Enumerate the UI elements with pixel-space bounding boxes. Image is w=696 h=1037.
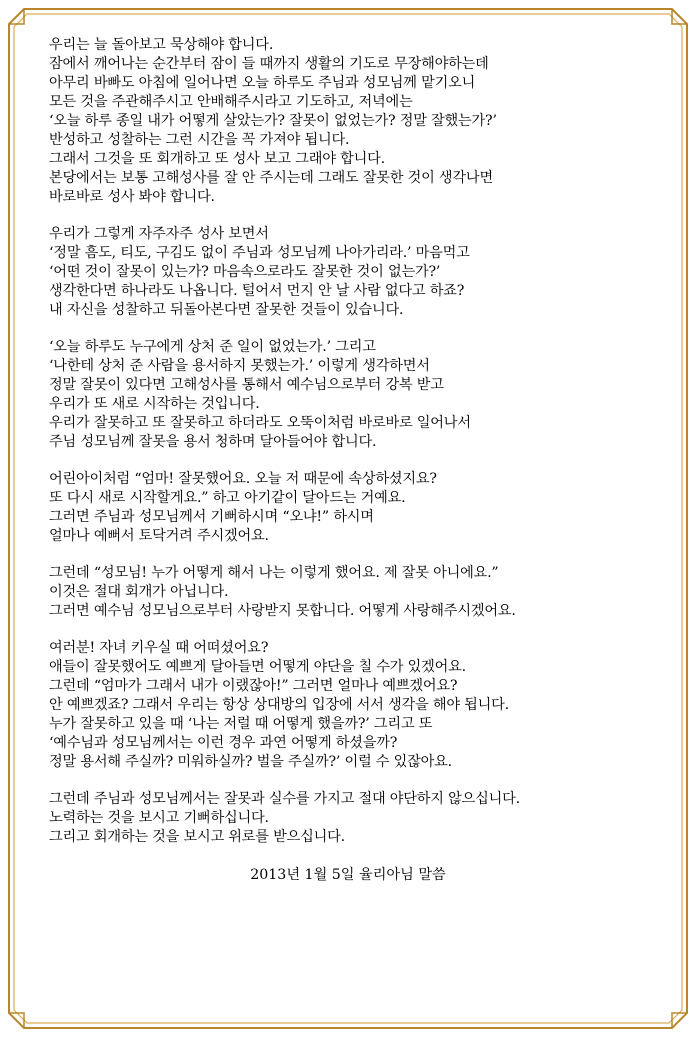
text-line: 그런데 주님과 성모님께서는 잘못과 실수를 가지고 절대 야단하지 않으십니다. [49,791,520,807]
text-line: 그러면 주님과 성모님께서 기뻐하시며 “오냐!” 하시며 [49,509,374,525]
text-line: 그런데 “엄마가 그래서 내가 이랬잖아!” 그러면 얼마나 예쁘겠어요? [49,678,458,694]
text-line: ‘오늘 하루 종일 내가 어떻게 살았는가? 잘못이 없었는가? 정말 잘했는가?’ [49,113,497,129]
text-line: 정말 용서해 주실까? 미워하실까? 벌을 주실까?’ 이럴 수 있잖아요. [49,754,452,770]
text-line: ‘나한테 상처 준 사람을 용서하지 못했는가.’ 이렇게 생각하면서 [49,358,430,374]
text-line: 그러면 예수님 성모님으로부터 사랑받지 못합니다. 어떻게 사랑해주시겠어요. [49,603,516,619]
text-line: 안 예쁘겠죠? 그래서 우리는 항상 상대방의 입장에 서서 생각을 해야 됩니다. [49,697,509,713]
text-line: 얼마나 예뻐서 토닥거려 주시겠어요. [49,528,269,544]
text-line: 그래서 그것을 또 회개하고 또 성사 보고 그래야 합니다. [49,151,385,167]
text-line: ‘오늘 하루도 누구에게 상처 준 일이 없었는가.’ 그리고 [49,339,376,355]
text-line: 우리가 잘못하고 또 잘못하고 하더라도 오뚝이처럼 바로바로 일어나서 [49,415,471,431]
text-line: ‘예수님과 성모님께서는 이런 경우 과연 어떻게 하셨을까? [49,735,398,751]
text-line: 아무리 바빠도 아침에 일어나면 오늘 하루도 주님과 성모님께 맡기오니 [49,75,476,91]
text-line: 여러분! 자녀 키우실 때 어떠셨어요? [49,640,269,656]
text-line: 바로바로 성사 봐야 합니다. [49,189,215,205]
text-line: 이것은 절대 회개가 아닙니다. [49,584,229,600]
text-line: 우리는 늘 돌아보고 묵상해야 합니다. [49,37,274,53]
text-line: 잠에서 깨어나는 순간부터 잠이 들 때까지 생활의 기도로 무장해야하는데 [49,56,489,72]
text-line: 모든 것을 주관해주시고 안배해주시라고 기도하고, 저녁에는 [49,94,413,110]
text-line: 우리가 그렇게 자주자주 성사 보면서 [49,226,269,242]
text-line: 주님 성모님께 잘못을 용서 청하며 달아들어야 합니다. [49,434,377,450]
text-line: 어린아이처럼 “엄마! 잘못했어요. 오늘 저 때문에 속상하셨지요? [49,471,437,487]
text-line: 정말 잘못이 있다면 고해성사를 통해서 예수님으로부터 강복 받고 [49,377,444,393]
text-line: 누가 잘못하고 있을 때 ‘나는 저럴 때 어떻게 했을까?’ 그리고 또 [49,716,433,732]
text-line: 그리고 회개하는 것을 보시고 위로를 받으십니다. [49,829,345,845]
text-line: 애들이 잘못했어도 예쁘게 달아들면 어떻게 야단을 칠 수가 있겠어요. [49,659,466,675]
text-line: ‘정말 흠도, 티도, 구김도 없이 주님과 성모님께 나아가리라.’ 마음먹고 [49,245,470,261]
text-line: 생각한다면 하나라도 나옵니다. 털어서 먼지 안 날 사람 없다고 하죠? [49,283,465,299]
text-line: 본당에서는 보통 고해성사를 잘 안 주시는데 그래도 잘못한 것이 생각나면 [49,170,493,186]
text-line: ‘어떤 것이 잘못이 있는가? 마음속으로라도 잘못한 것이 없는가?’ [49,264,441,280]
signature-date-line: 2013년 1월 5일 율리아님 말씀 [250,867,446,883]
text-line: 노력하는 것을 보시고 기뻐하십니다. [49,810,269,826]
text-line: 반성하고 성찰하는 그런 시간을 꼭 가져야 됩니다. [49,132,350,148]
text-line: 그런데 “성모님! 누가 어떻게 해서 나는 이렇게 했어요. 제 잘못 아니에요.” [49,565,499,581]
text-line: 또 다시 새로 시작할게요.” 하고 아기같이 달아드는 거예요. [49,490,406,506]
text-line: 우리가 또 새로 시작하는 것입니다. [49,396,260,412]
text-line: 내 자신을 성찰하고 뒤돌아본다면 잘못한 것들이 있습니다. [49,302,404,318]
